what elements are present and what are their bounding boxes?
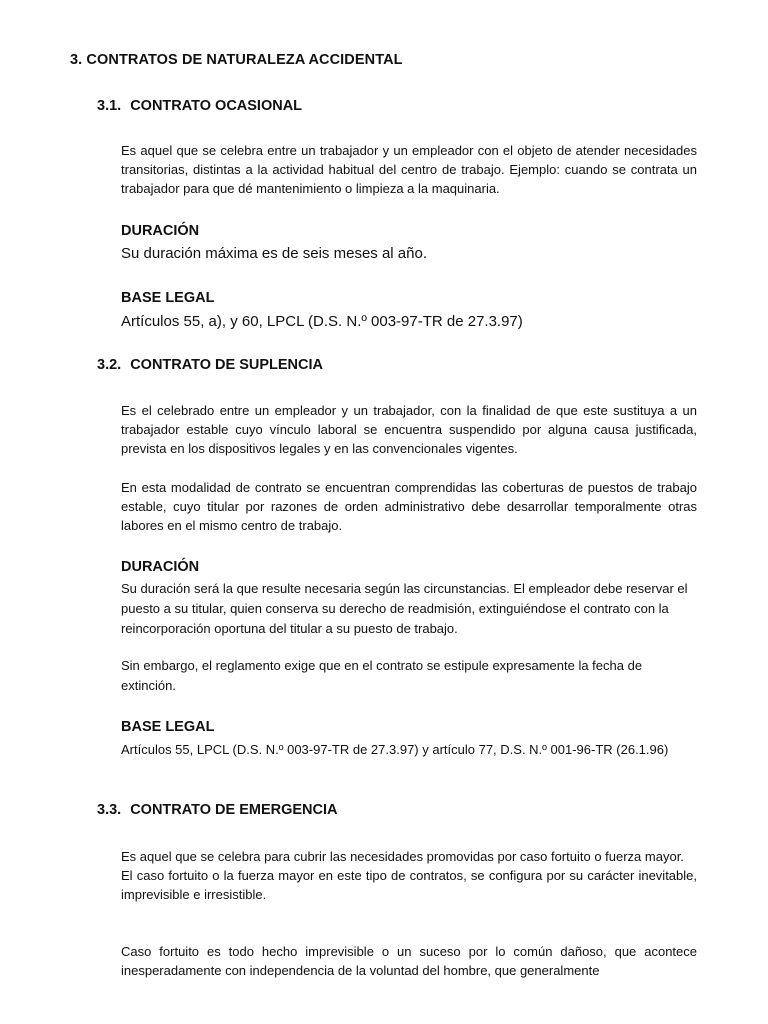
section-3-1-base-legal-heading: BASE LEGAL	[121, 290, 215, 306]
section-3-2-paragraph-2: En esta modalidad de contrato se encuentran comprendidas las coberturas de puestos de trabajo estable, cuyo titular por razones de orden administrativo debe desarrollar temporalmente otras labores en el mismo centro de trabajo.	[121, 480, 697, 534]
section-3-2-title: CONTRATO DE SUPLENCIA	[130, 357, 323, 373]
section-3-2-number: 3.2.	[97, 357, 122, 373]
section-3-1-number: 3.1.	[97, 98, 122, 114]
section-3-1-duracion-heading: DURACIÓN	[121, 223, 200, 239]
section-3-1-title: CONTRATO OCASIONAL	[130, 98, 303, 114]
section-3-3-paragraph-1a: Es aquel que se celebra para cubrir las necesidades promovidas por caso fortuito o fuerza mayor.	[121, 849, 684, 864]
section-3-3-title: CONTRATO DE EMERGENCIA	[130, 802, 338, 818]
section-3-2-paragraph-1: Es el celebrado entre un empleador y un trabajador, con la finalidad de que este sustituya a un trabajador estable cuyo vínculo laboral se encuentra suspendido por alguna causa justificada, prevista en los dispositivos legales y en las convencionales vigentes.	[121, 403, 697, 457]
section-3-2-base-legal-heading: BASE LEGAL	[121, 719, 215, 735]
section-3-3-heading	[97, 802, 338, 818]
section-3-3-number: 3.3.	[97, 802, 122, 818]
section-3-2-base-legal-text: Artículos 55, LPCL (D.S. N.º 003-97-TR de 27.3.97) y artículo 77, D.S. N.º 001-96-TR (26.1.96)	[121, 742, 669, 757]
section-3-1-paragraph: Es aquel que se celebra entre un trabajador y un empleador con el objeto de atender necesidades transitorias, distintas a la actividad habitual del centro de trabajo. Ejemplo: cuando se contrata un trabajador para que dé mantenimiento o limpieza a la maquinaria.	[121, 143, 697, 197]
section-3-heading: 3. CONTRATOS DE NATURALEZA ACCIDENTAL	[70, 52, 403, 68]
section-3-3-paragraph-2: Caso fortuito es todo hecho imprevisible o un suceso por lo común dañoso, que acontece inesperadamente con independencia de la voluntad del hombre, que generalmente	[121, 944, 697, 979]
section-3-1-duracion-text: Su duración máxima es de seis meses al año.	[121, 245, 427, 262]
section-3-3-paragraph-1	[121, 847, 697, 905]
section-3-3-paragraph-1b: El caso fortuito o la fuerza mayor en este tipo de contratos, se configura por su carácter inevitable, imprevisible e irresistible.	[121, 868, 697, 903]
section-3-2-heading	[97, 357, 323, 373]
section-3-2-duracion-heading: DURACIÓN	[121, 559, 200, 575]
section-3-1-heading	[97, 98, 302, 114]
section-3-1-base-legal-text: Artículos 55, a), y 60, LPCL (D.S. N.º 003-97-TR de 27.3.97)	[121, 313, 523, 330]
section-3-2-duracion-paragraph-1: Su duración será la que resulte necesaria según las circunstancias. El empleador debe reservar el puesto a su titular, quien conserva su derecho de readmisión, extinguiéndose el contrato con la reincorporación oportuna del titular a su puesto de trabajo.	[121, 581, 688, 636]
section-3-2-duracion-paragraph-2: Sin embargo, el reglamento exige que en el contrato se estipule expresamente la fecha de extinción.	[121, 658, 643, 693]
